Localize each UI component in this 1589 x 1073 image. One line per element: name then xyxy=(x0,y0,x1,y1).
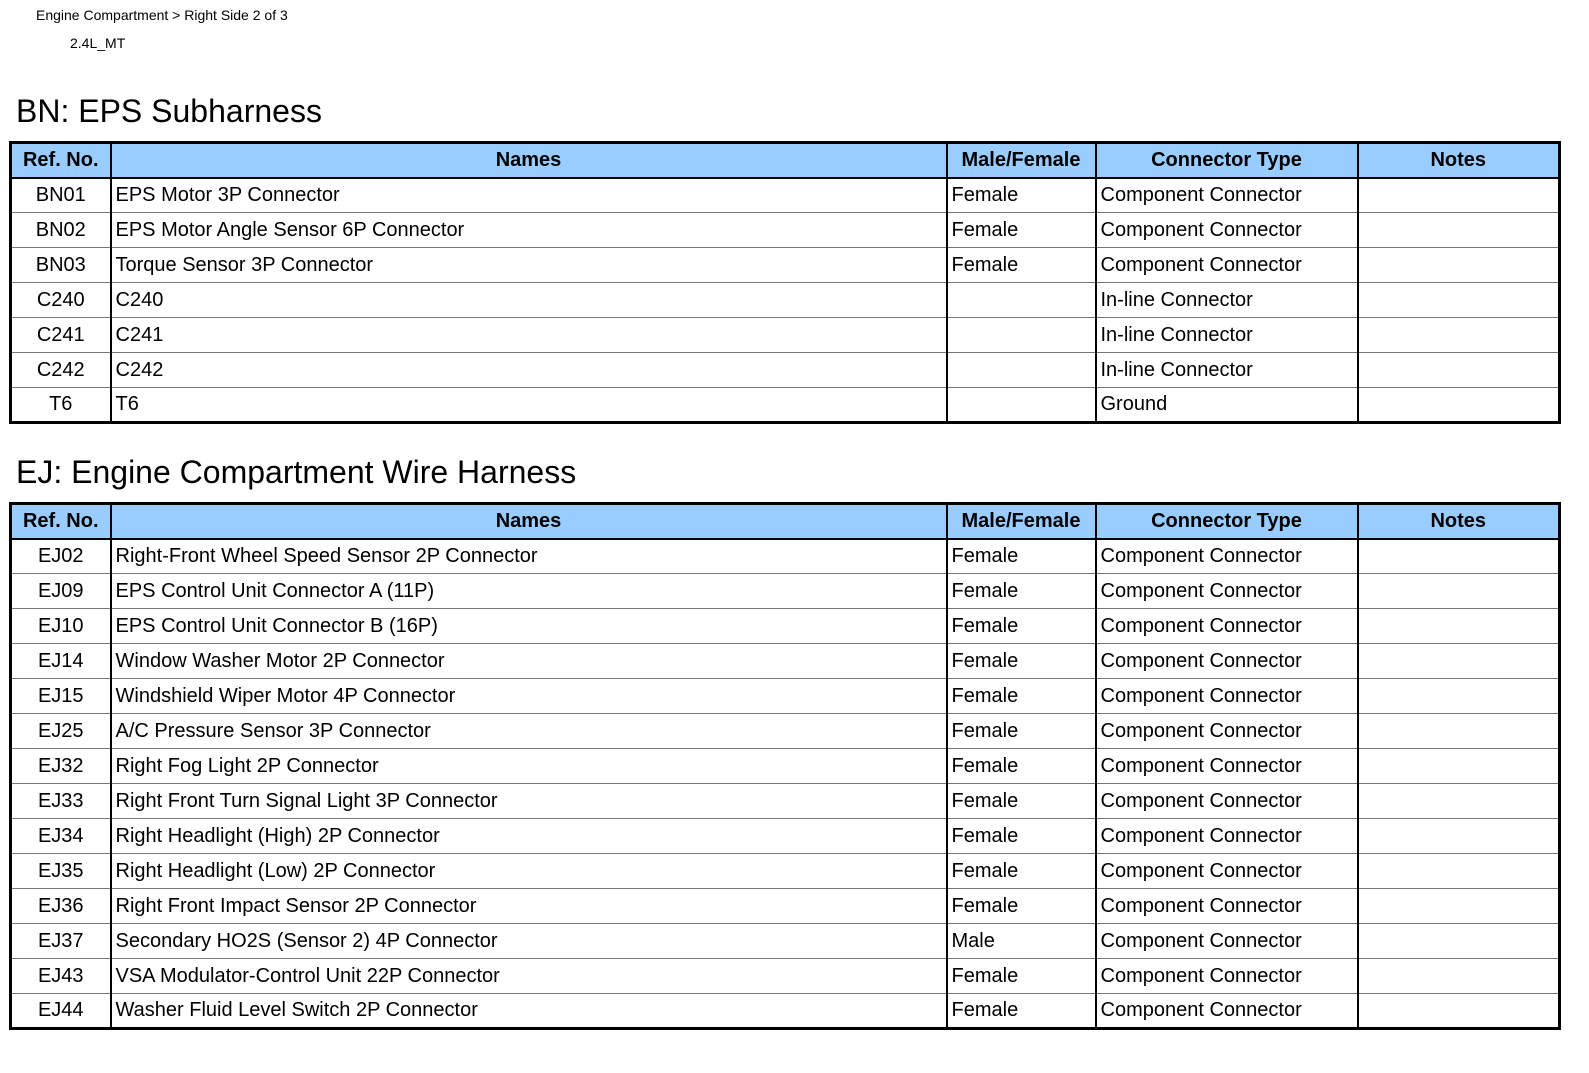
column-header-notes: Notes xyxy=(1358,143,1560,178)
cell-notes xyxy=(1358,924,1560,959)
cell-male-female: Male xyxy=(947,924,1096,959)
cell-connector-type: Component Connector xyxy=(1096,749,1358,784)
cell-male-female: Female xyxy=(947,714,1096,749)
cell-notes xyxy=(1358,318,1560,353)
cell-ref: EJ44 xyxy=(11,994,111,1029)
table-header-row xyxy=(11,504,1560,539)
cell-name: Windshield Wiper Motor 4P Connector xyxy=(111,679,947,714)
cell-notes xyxy=(1358,644,1560,679)
cell-male-female xyxy=(947,388,1096,423)
cell-name: EPS Motor 3P Connector xyxy=(111,178,947,213)
column-header-connector-type: Connector Type xyxy=(1096,504,1358,539)
table-row xyxy=(11,994,1560,1029)
connector-table-ej xyxy=(9,502,1561,1030)
cell-ref: T6 xyxy=(11,388,111,423)
cell-ref: EJ10 xyxy=(11,609,111,644)
cell-notes xyxy=(1358,213,1560,248)
cell-name: T6 xyxy=(111,388,947,423)
breadcrumb: Engine Compartment > Right Side 2 of 3 xyxy=(36,7,288,23)
cell-name: C240 xyxy=(111,283,947,318)
cell-ref: EJ34 xyxy=(11,819,111,854)
cell-notes xyxy=(1358,353,1560,388)
cell-notes xyxy=(1358,248,1560,283)
cell-notes xyxy=(1358,539,1560,574)
cell-connector-type: Component Connector xyxy=(1096,924,1358,959)
cell-male-female: Female xyxy=(947,248,1096,283)
cell-notes xyxy=(1358,178,1560,213)
cell-notes xyxy=(1358,388,1560,423)
table-row xyxy=(11,283,1560,318)
column-header-connector-type: Connector Type xyxy=(1096,143,1358,178)
cell-ref: EJ36 xyxy=(11,889,111,924)
cell-connector-type: In-line Connector xyxy=(1096,353,1358,388)
table-header-row xyxy=(11,143,1560,178)
cell-connector-type: Component Connector xyxy=(1096,574,1358,609)
cell-connector-type: In-line Connector xyxy=(1096,318,1358,353)
section-title-bn: BN: EPS Subharness xyxy=(16,93,322,129)
cell-male-female: Female xyxy=(947,644,1096,679)
cell-ref: EJ37 xyxy=(11,924,111,959)
cell-ref: EJ15 xyxy=(11,679,111,714)
cell-name: Right Headlight (High) 2P Connector xyxy=(111,819,947,854)
cell-male-female: Female xyxy=(947,889,1096,924)
cell-connector-type: Component Connector xyxy=(1096,679,1358,714)
cell-connector-type: In-line Connector xyxy=(1096,283,1358,318)
cell-notes xyxy=(1358,854,1560,889)
cell-connector-type: Component Connector xyxy=(1096,889,1358,924)
column-header-ref: Ref. No. xyxy=(11,143,111,178)
cell-notes xyxy=(1358,959,1560,994)
cell-male-female xyxy=(947,283,1096,318)
table-row xyxy=(11,924,1560,959)
table-row xyxy=(11,784,1560,819)
cell-notes xyxy=(1358,574,1560,609)
table-row xyxy=(11,714,1560,749)
cell-notes xyxy=(1358,609,1560,644)
cell-male-female: Female xyxy=(947,609,1096,644)
cell-connector-type: Component Connector xyxy=(1096,959,1358,994)
cell-male-female xyxy=(947,353,1096,388)
table-row xyxy=(11,609,1560,644)
table-row xyxy=(11,248,1560,283)
cell-connector-type: Component Connector xyxy=(1096,644,1358,679)
cell-male-female xyxy=(947,318,1096,353)
cell-ref: C241 xyxy=(11,318,111,353)
table-row xyxy=(11,388,1560,423)
cell-male-female: Female xyxy=(947,574,1096,609)
cell-male-female: Female xyxy=(947,749,1096,784)
table-row xyxy=(11,854,1560,889)
column-header-male-female: Male/Female xyxy=(947,504,1096,539)
table-row xyxy=(11,574,1560,609)
cell-notes xyxy=(1358,889,1560,924)
table-row xyxy=(11,819,1560,854)
table-row xyxy=(11,318,1560,353)
cell-connector-type: Component Connector xyxy=(1096,714,1358,749)
cell-ref: EJ25 xyxy=(11,714,111,749)
cell-connector-type: Component Connector xyxy=(1096,819,1358,854)
cell-notes xyxy=(1358,679,1560,714)
column-header-names: Names xyxy=(111,143,947,178)
cell-ref: BN03 xyxy=(11,248,111,283)
column-header-notes: Notes xyxy=(1358,504,1560,539)
cell-connector-type: Component Connector xyxy=(1096,178,1358,213)
cell-male-female: Female xyxy=(947,679,1096,714)
cell-male-female: Female xyxy=(947,959,1096,994)
cell-male-female: Female xyxy=(947,994,1096,1029)
cell-notes xyxy=(1358,784,1560,819)
table-row xyxy=(11,353,1560,388)
cell-notes xyxy=(1358,994,1560,1029)
table-row xyxy=(11,539,1560,574)
cell-ref: EJ09 xyxy=(11,574,111,609)
cell-connector-type: Component Connector xyxy=(1096,213,1358,248)
cell-name: Washer Fluid Level Switch 2P Connector xyxy=(111,994,947,1029)
cell-connector-type: Component Connector xyxy=(1096,994,1358,1029)
cell-connector-type: Component Connector xyxy=(1096,248,1358,283)
cell-ref: EJ43 xyxy=(11,959,111,994)
column-header-ref: Ref. No. xyxy=(11,504,111,539)
cell-ref: EJ35 xyxy=(11,854,111,889)
cell-male-female: Female xyxy=(947,213,1096,248)
cell-ref: EJ02 xyxy=(11,539,111,574)
cell-connector-type: Ground xyxy=(1096,388,1358,423)
cell-name: C242 xyxy=(111,353,947,388)
cell-ref: BN02 xyxy=(11,213,111,248)
cell-male-female: Female xyxy=(947,819,1096,854)
cell-notes xyxy=(1358,283,1560,318)
cell-connector-type: Component Connector xyxy=(1096,784,1358,819)
cell-ref: EJ33 xyxy=(11,784,111,819)
cell-name: Torque Sensor 3P Connector xyxy=(111,248,947,283)
cell-name: C241 xyxy=(111,318,947,353)
table-row xyxy=(11,679,1560,714)
cell-name: Right Headlight (Low) 2P Connector xyxy=(111,854,947,889)
cell-ref: EJ32 xyxy=(11,749,111,784)
section-title-ej: EJ: Engine Compartment Wire Harness xyxy=(16,454,577,490)
cell-male-female: Female xyxy=(947,539,1096,574)
cell-name: EPS Control Unit Connector A (11P) xyxy=(111,574,947,609)
table-row xyxy=(11,178,1560,213)
cell-notes xyxy=(1358,714,1560,749)
cell-name: Secondary HO2S (Sensor 2) 4P Connector xyxy=(111,924,947,959)
cell-male-female: Female xyxy=(947,854,1096,889)
cell-name: EPS Control Unit Connector B (16P) xyxy=(111,609,947,644)
engine-variant-label: 2.4L_MT xyxy=(70,35,126,51)
cell-ref: BN01 xyxy=(11,178,111,213)
table-row xyxy=(11,959,1560,994)
cell-ref: C240 xyxy=(11,283,111,318)
cell-connector-type: Component Connector xyxy=(1096,854,1358,889)
cell-name: Right Fog Light 2P Connector xyxy=(111,749,947,784)
cell-name: Right-Front Wheel Speed Sensor 2P Connector xyxy=(111,539,947,574)
column-header-names: Names xyxy=(111,504,947,539)
cell-name: Right Front Impact Sensor 2P Connector xyxy=(111,889,947,924)
cell-notes xyxy=(1358,819,1560,854)
table-row xyxy=(11,644,1560,679)
cell-name: Right Front Turn Signal Light 3P Connector xyxy=(111,784,947,819)
cell-ref: EJ14 xyxy=(11,644,111,679)
table-row xyxy=(11,749,1560,784)
cell-connector-type: Component Connector xyxy=(1096,609,1358,644)
cell-name: VSA Modulator-Control Unit 22P Connector xyxy=(111,959,947,994)
connector-table-bn xyxy=(9,141,1561,424)
cell-notes xyxy=(1358,749,1560,784)
cell-male-female: Female xyxy=(947,784,1096,819)
cell-name: Window Washer Motor 2P Connector xyxy=(111,644,947,679)
cell-name: A/C Pressure Sensor 3P Connector xyxy=(111,714,947,749)
column-header-male-female: Male/Female xyxy=(947,143,1096,178)
table-row xyxy=(11,889,1560,924)
table-row xyxy=(11,213,1560,248)
cell-name: EPS Motor Angle Sensor 6P Connector xyxy=(111,213,947,248)
cell-ref: C242 xyxy=(11,353,111,388)
cell-male-female: Female xyxy=(947,178,1096,213)
cell-connector-type: Component Connector xyxy=(1096,539,1358,574)
